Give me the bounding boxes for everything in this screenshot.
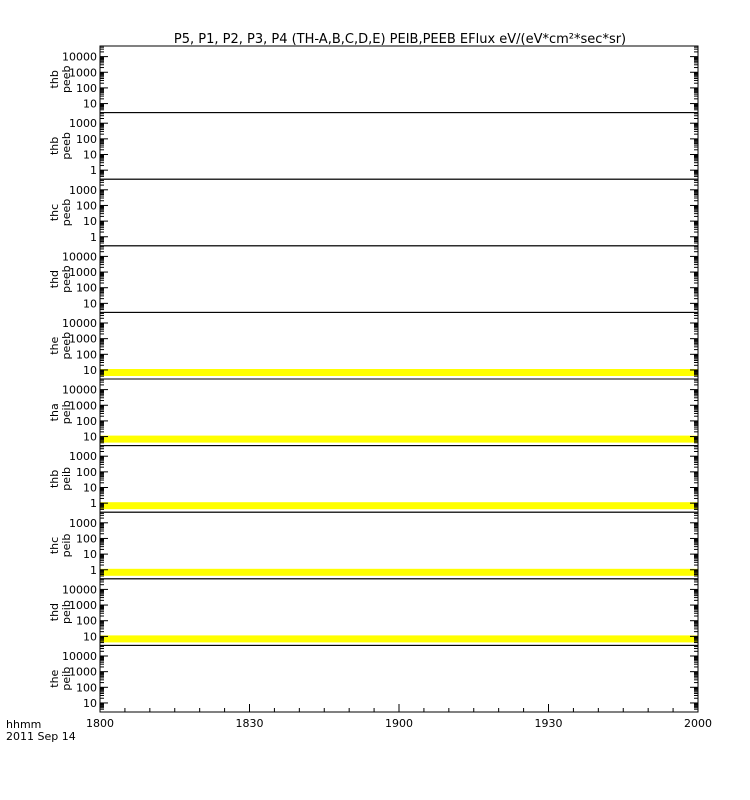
panel-10 [48,645,698,712]
y-tick-label: 100 [76,281,97,295]
y-tick-label: 10000 [62,583,97,597]
y-tick-label: 100 [76,348,97,362]
y-tick-label: 100 [76,199,97,213]
date-label: 2011 Sep 14 [6,730,76,743]
panel-label-line: the [48,669,61,688]
y-tick-label: 1000 [69,450,97,464]
panel-label [48,265,73,293]
panel-label-line: thd [48,602,61,622]
x-tick-label: 1800 [86,717,114,730]
x-tick-label: 1900 [385,717,413,730]
panel-frame [100,179,698,246]
x-axis [86,704,712,730]
y-tick-label: 1000 [69,599,97,613]
y-tick-label: 10 [83,297,97,311]
panel-label-line: tha [48,403,61,422]
x-tick-label: 1930 [534,717,563,730]
panel-label [48,132,73,160]
panel-label-line: peib [60,600,73,624]
yellow-data-band [100,436,698,443]
y-tick-label: 1000 [69,266,97,280]
y-tick-label: 1000 [69,117,97,131]
yellow-data-band [100,369,698,376]
y-tick-label: 10 [83,148,97,162]
y-tick-label: 1 [90,563,97,577]
panel-label-line: thb [48,136,61,156]
y-tick-label: 1000 [69,66,97,80]
panel-label-line: thb [48,70,61,89]
y-tick-label: 1000 [69,399,97,413]
panel-8 [48,512,698,579]
panel-label [48,66,73,94]
x-axis-label: hhmm [6,718,42,731]
y-tick-label: 1 [90,497,97,511]
panel-frame [100,46,698,113]
panel-label-line: peib [60,467,73,491]
panel-7 [48,446,698,513]
panel-label-line: thd [48,269,61,289]
panel-stack [48,46,698,712]
y-tick-label: 10 [83,481,97,495]
yellow-data-band [100,502,698,509]
panel-label [48,467,73,491]
y-tick-label: 10 [83,548,97,562]
y-tick-label: 10000 [62,317,97,331]
y-tick-label: 10 [83,696,97,710]
y-tick-label: 10 [83,97,97,111]
panel-label-line: peeb [60,65,73,94]
panel-label [48,199,73,227]
y-tick-label: 10000 [62,250,97,264]
panel-frame [100,113,698,180]
panel-3 [48,179,698,246]
panel-label-line: the [48,336,61,355]
y-tick-label: 100 [76,414,97,428]
y-tick-label: 1000 [69,183,97,197]
y-tick-label: 10 [83,630,97,644]
panel-label-line: thb [48,469,61,489]
y-tick-label: 1000 [69,665,97,679]
panel-label-line: peib [60,666,73,691]
y-tick-label: 10 [83,215,97,229]
panel-label [48,534,73,558]
y-tick-label: 10000 [62,50,97,64]
panel-label [48,667,73,691]
panel-label-line: peeb [60,265,73,293]
y-tick-label: 100 [76,132,97,146]
x-tick-label: 2000 [684,717,712,730]
yellow-data-band [100,569,698,576]
panel-4 [48,246,698,313]
panel-label-line: peib [60,400,73,425]
panel-label-line: thc [48,203,61,222]
panel-5 [48,312,698,379]
panel-6 [48,379,698,446]
x-tick-label: 1830 [235,717,264,730]
y-tick-label: 1000 [69,516,97,530]
chart-title: P5, P1, P2, P3, P4 (TH-A,B,C,D,E) PEIB,PEEB EFlux eV/(eV*cm²*sec*sr) [173,32,627,47]
panel-frame [100,645,698,712]
panel-label-line: peeb [60,331,73,360]
y-tick-label: 10 [83,363,97,377]
y-tick-label: 1 [90,230,97,244]
panel-label [48,400,73,424]
panel-2 [48,113,698,180]
y-tick-label: 1 [90,164,97,178]
panel-label-line: peeb [60,132,73,160]
y-tick-label: 100 [76,681,97,695]
y-tick-label: 10000 [62,383,97,397]
panel-label-line: peeb [60,198,73,227]
y-tick-label: 10000 [62,650,97,664]
y-tick-label: 100 [76,465,97,479]
y-tick-label: 100 [76,532,97,546]
y-tick-label: 10 [83,430,97,444]
panel-1 [48,46,698,113]
y-tick-label: 100 [76,614,97,628]
panel-label-line: thc [48,536,61,555]
panel-frame [100,246,698,313]
panel-label-line: peib [60,533,73,558]
panel-label [48,332,73,360]
y-tick-label: 1000 [69,332,97,346]
y-tick-label: 100 [76,81,97,95]
panel-9 [48,579,698,646]
panel-label [48,600,73,624]
yellow-data-band [100,635,698,642]
